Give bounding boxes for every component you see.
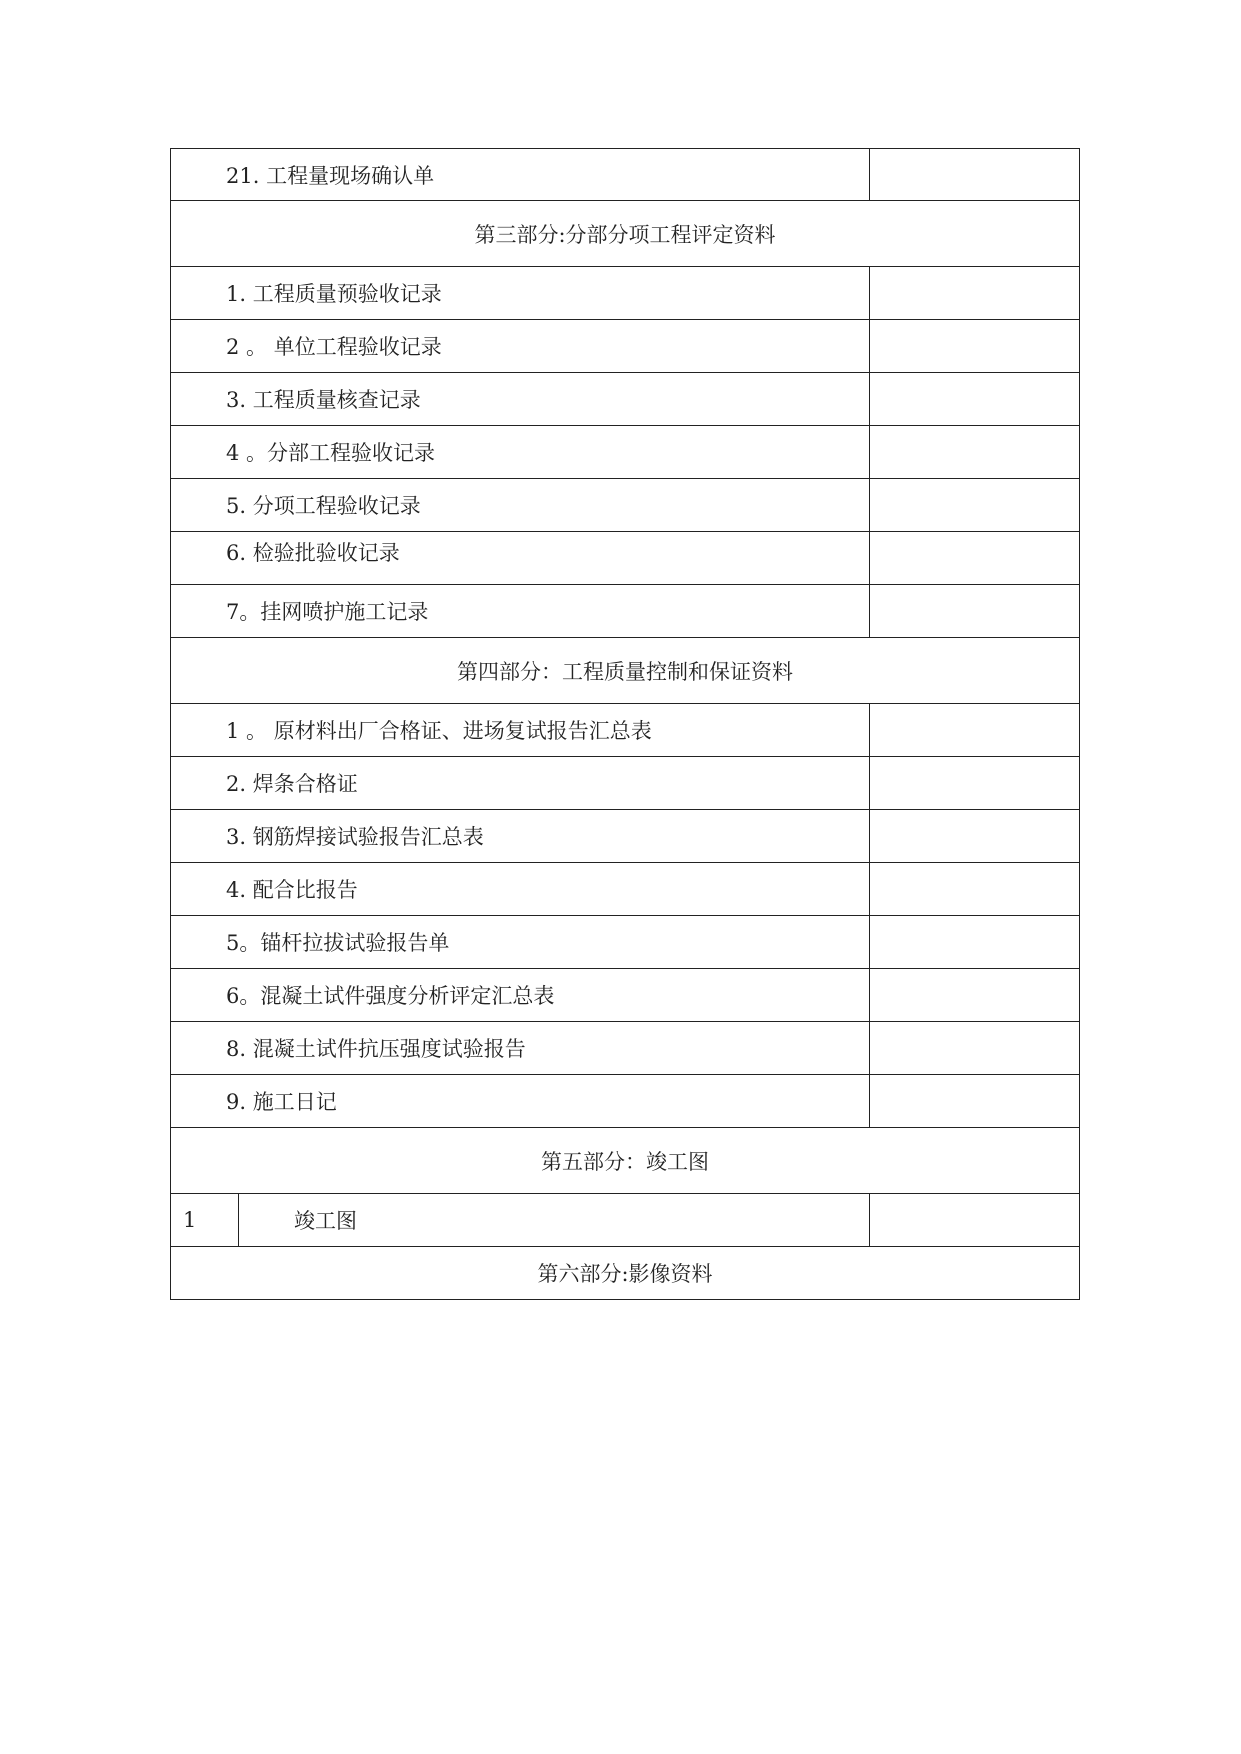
item-name: 3. 钢筋焊接试验报告汇总表 xyxy=(171,810,870,862)
table-row xyxy=(170,863,1080,916)
blank-cell xyxy=(870,426,1079,478)
item-name: 竣工图 xyxy=(239,1194,870,1246)
blank-cell xyxy=(870,757,1079,809)
blank-cell xyxy=(870,373,1079,425)
table-row xyxy=(170,757,1080,810)
item-name: 1. 工程质量预验收记录 xyxy=(171,267,870,319)
blank-cell xyxy=(870,810,1079,862)
item-name: 1 。 原材料出厂合格证、进场复试报告汇总表 xyxy=(171,704,870,756)
table-row xyxy=(170,1194,1080,1247)
item-name: 4. 配合比报告 xyxy=(171,863,870,915)
section-header: 第三部分:分部分项工程评定资料 xyxy=(170,201,1080,267)
table-row xyxy=(170,373,1080,426)
table-row xyxy=(170,810,1080,863)
table-row xyxy=(170,532,1080,585)
item-name: 6. 检验批验收记录 xyxy=(171,532,870,584)
blank-cell xyxy=(870,969,1079,1021)
blank-cell xyxy=(870,704,1079,756)
blank-cell xyxy=(870,1194,1079,1246)
blank-cell xyxy=(870,320,1079,372)
table-row xyxy=(170,426,1080,479)
blank-cell xyxy=(870,149,1079,200)
blank-cell xyxy=(870,479,1079,531)
blank-cell xyxy=(870,267,1079,319)
item-name: 4 。分部工程验收记录 xyxy=(171,426,870,478)
section-header: 第五部分：竣工图 xyxy=(170,1128,1080,1194)
table-row xyxy=(170,916,1080,969)
item-name: 8. 混凝土试件抗压强度试验报告 xyxy=(171,1022,870,1074)
blank-cell xyxy=(870,532,1079,584)
item-name: 21. 工程量现场确认单 xyxy=(171,149,870,200)
section-header: 第四部分：工程质量控制和保证资料 xyxy=(170,638,1080,704)
item-name: 3. 工程质量核查记录 xyxy=(171,373,870,425)
table-row xyxy=(170,1075,1080,1128)
blank-cell xyxy=(870,1075,1079,1127)
table-row xyxy=(170,148,1080,201)
item-name: 2. 焊条合格证 xyxy=(171,757,870,809)
table-row xyxy=(170,320,1080,373)
table-row xyxy=(170,585,1080,638)
blank-cell xyxy=(870,916,1079,968)
table-row xyxy=(170,1022,1080,1075)
item-index: 1 xyxy=(171,1194,239,1246)
item-name: 7。挂网喷护施工记录 xyxy=(171,585,870,637)
item-name: 5。锚杆拉拔试验报告单 xyxy=(171,916,870,968)
blank-cell xyxy=(870,585,1079,637)
item-name: 5. 分项工程验收记录 xyxy=(171,479,870,531)
archive-index-table xyxy=(170,148,1080,1300)
table-row xyxy=(170,704,1080,757)
section-header: 第六部分:影像资料 xyxy=(170,1247,1080,1300)
item-name: 6。混凝土试件强度分析评定汇总表 xyxy=(171,969,870,1021)
item-name: 2 。 单位工程验收记录 xyxy=(171,320,870,372)
blank-cell xyxy=(870,1022,1079,1074)
item-name: 9. 施工日记 xyxy=(171,1075,870,1127)
table-row xyxy=(170,267,1080,320)
blank-cell xyxy=(870,863,1079,915)
table-row xyxy=(170,969,1080,1022)
table-row xyxy=(170,479,1080,532)
